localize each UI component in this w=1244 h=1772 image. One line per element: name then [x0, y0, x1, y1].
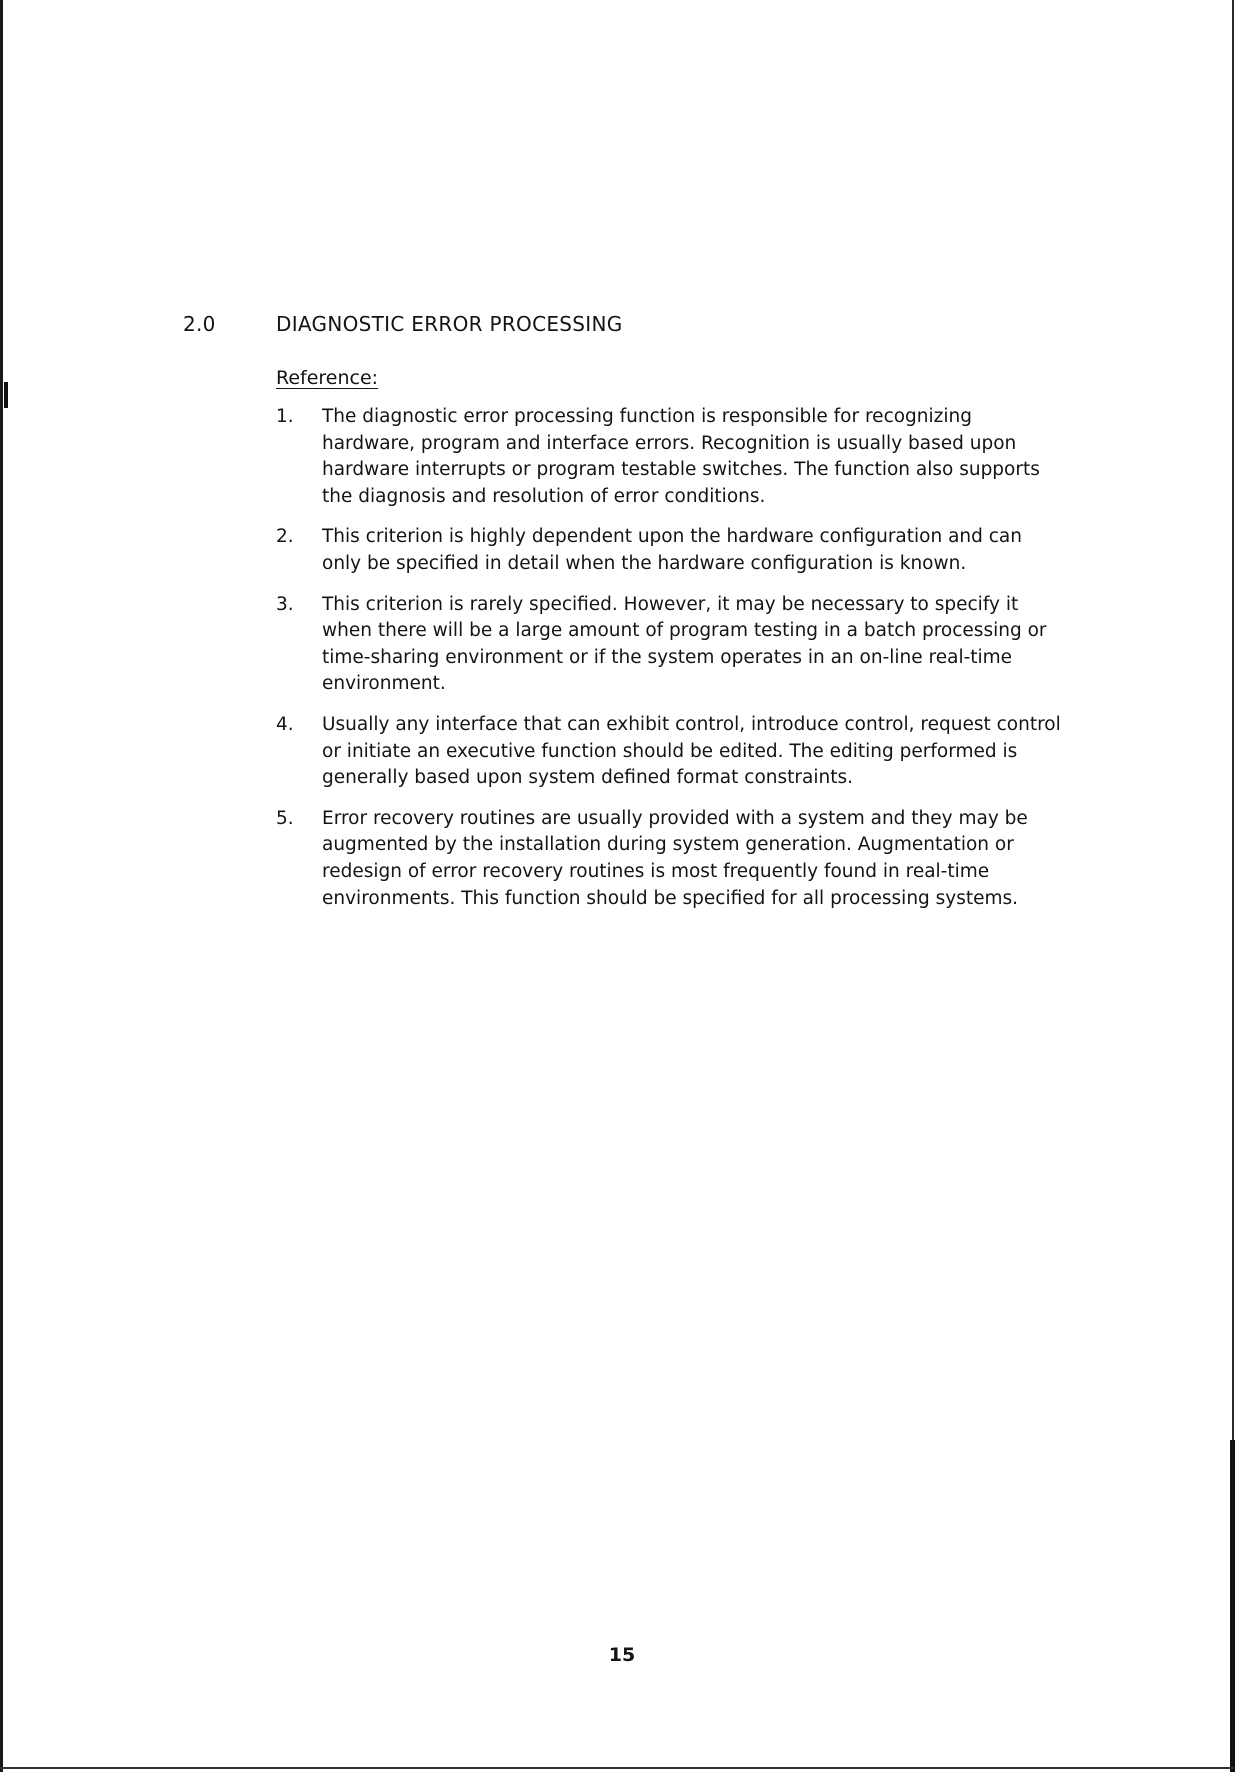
list-item-number: 2. [276, 526, 294, 548]
list-item-number: 5. [276, 807, 294, 829]
list-item-number: 4. [276, 713, 294, 735]
section-number: 2.0 [183, 312, 216, 336]
list-item [276, 592, 1076, 698]
list-item [276, 806, 1076, 912]
list-item [276, 404, 1076, 510]
scan-mark-left [4, 382, 8, 408]
list-item-text: This criterion is highly dependent upon the hardware configuration and can only be specified in detail when the hardware configuration is known. [322, 526, 1022, 574]
list-item-text: The diagnostic error processing function is responsible for recognizing hardware, program and interface errors. Recognition is usually based upon hardware interrupts or program testable switches. The function also supports the diagnosis and resolution of error conditions. [322, 406, 1040, 507]
section-title: DIAGNOSTIC ERROR PROCESSING [276, 312, 623, 336]
scan-edge-right-shadow [1230, 1440, 1235, 1772]
list-item-text: Usually any interface that can exhibit control, introduce control, request control or initiate an executive function should be edited. The editing performed is generally based upon system defined format constraints. [322, 713, 1061, 789]
scan-edge-left [0, 0, 3, 1772]
list-item-text: Error recovery routines are usually provided with a system and they may be augmented by the installation during system generation. Augmentation or redesign of error recovery routines is most frequently found in real-time environments. This function should be specified for all processing systems. [322, 807, 1028, 909]
scan-edge-bottom [0, 1767, 1234, 1769]
reference-label: Reference: [276, 367, 379, 389]
list-item-number: 3. [276, 593, 294, 615]
list-item [276, 712, 1076, 792]
list-item-text: This criterion is rarely specified. However, it may be necessary to specify it when there will be a large amount of program testing in a batch processing or time-sharing environment or if the system operates in an on-line real-time environment. [322, 593, 1047, 695]
page-number: 15 [608, 1644, 636, 1666]
list-item-number: 1. [276, 406, 294, 427]
list-item [276, 524, 1076, 577]
reference-list [276, 404, 1076, 926]
